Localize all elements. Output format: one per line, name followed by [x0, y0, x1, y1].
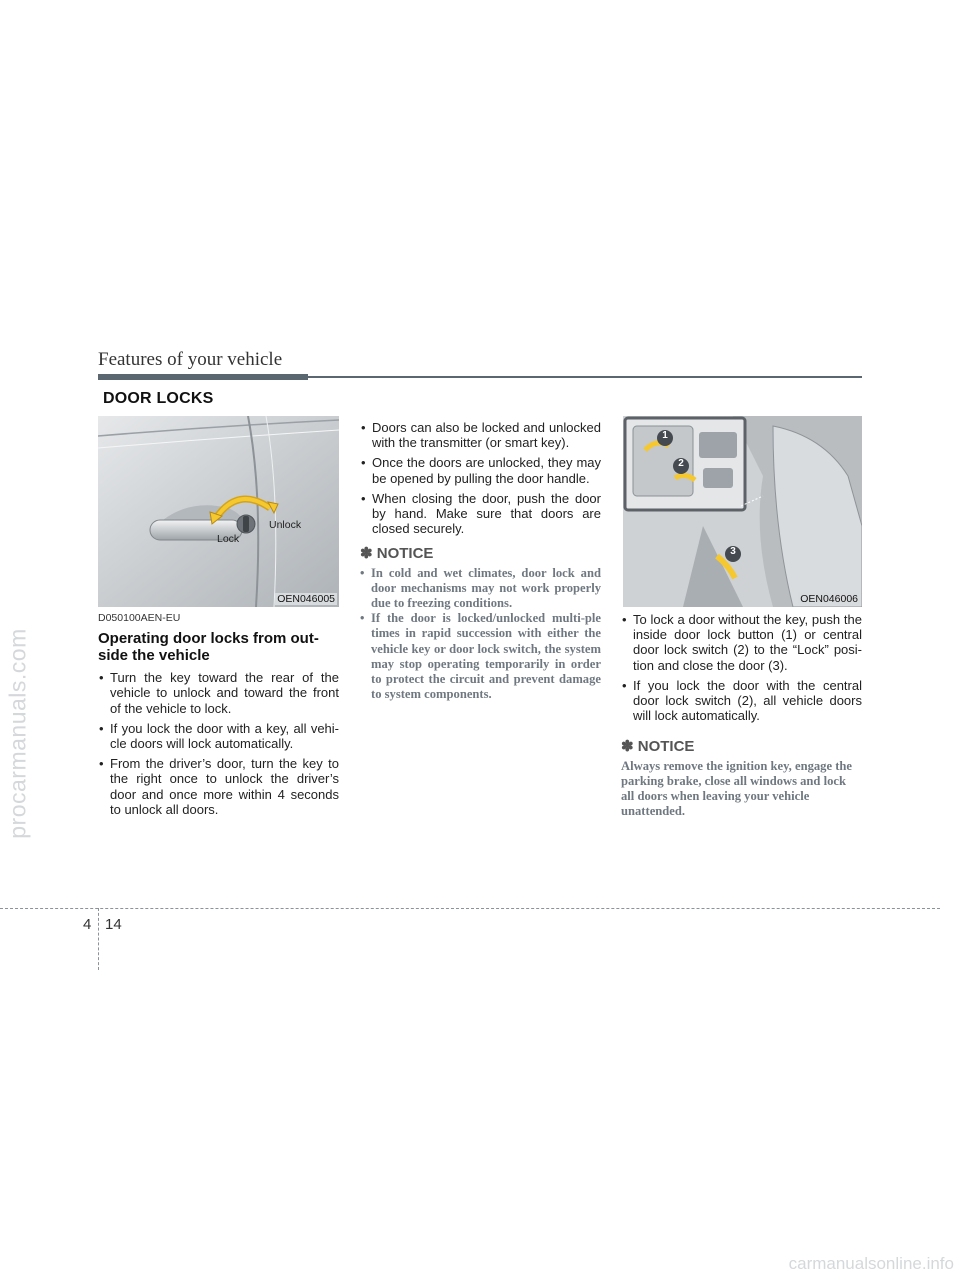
- section-title: DOOR LOCKS: [103, 390, 214, 407]
- header-bar: [98, 374, 308, 380]
- watermark-side: procarmanuals.com: [4, 628, 31, 839]
- list-item: • Doors can also be locked and unlocked with the transmitter (or smart key).: [360, 420, 601, 450]
- instruction-list: [98, 670, 339, 817]
- label-lock: Lock: [217, 533, 240, 545]
- figure-code: OEN046006: [800, 593, 858, 605]
- list-item: • Once the doors are unlocked, they may be opened by pulling the door handle.: [360, 455, 601, 485]
- column-1: [98, 611, 339, 822]
- page-number: 14: [105, 916, 122, 933]
- notice-heading: ✽ NOTICE: [360, 545, 434, 563]
- list-item: • To lock a door without the key, push the inside door lock button (1) or central door lock switch (2) to the “Lock” posi-tion and close the door (3).: [621, 612, 862, 673]
- figure-code: OEN046005: [277, 593, 335, 605]
- notice-item: • If the door is locked/unlocked multi-ple times in rapid succession with either the vehicle key or door lock switch, the system may stop operating temporarily in order to protect the circuit and prevent damage to system components.: [360, 611, 601, 702]
- figure-interior-door: [623, 416, 862, 607]
- figure-door-handle: [98, 416, 339, 607]
- notice-list: [360, 566, 601, 703]
- instruction-list: [621, 612, 862, 723]
- footer-rule: [0, 908, 940, 909]
- chapter-number: 4: [83, 916, 92, 933]
- column-3: [621, 612, 862, 819]
- list-item: • Turn the key toward the rear of the vehicle to unlock and toward the front of the vehicle to lock.: [98, 670, 339, 716]
- column-2: [360, 420, 601, 702]
- door-handle-illustration: [98, 416, 339, 607]
- callout-3: 3: [730, 546, 736, 557]
- instruction-list: [360, 420, 601, 536]
- running-header: Features of your vehicle: [98, 349, 283, 370]
- interior-door-illustration: [623, 416, 862, 607]
- subsection-title: Operating door locks from out-side the vehicle: [98, 630, 319, 665]
- reference-code: D050100AEN-EU: [98, 612, 181, 624]
- notice-item: • In cold and wet climates, door lock and door mechanisms may not work properly due to freezing conditions.: [360, 566, 601, 612]
- header-rule: [308, 376, 862, 378]
- list-item: • When closing the door, push the door by hand. Make sure that doors are closed securely.: [360, 491, 601, 537]
- list-item: • If you lock the door with a key, all vehi-cle doors will lock automatically.: [98, 721, 339, 751]
- notice-heading: ✽ NOTICE: [621, 738, 695, 756]
- list-item: • From the driver’s door, turn the key to the right once to unlock the driver’s door and once more within 4 seconds to unlock all doors.: [98, 756, 339, 817]
- watermark-bottom: carmanualsonline.info: [788, 1254, 954, 1273]
- label-unlock: Unlock: [269, 519, 302, 531]
- footer-divider: [98, 908, 99, 970]
- callout-1: 1: [662, 430, 668, 441]
- callout-2: 2: [678, 458, 684, 469]
- list-item: • If you lock the door with the central door lock switch (2), all vehicle doors will lock automatically.: [621, 678, 862, 724]
- notice-text: Always remove the ignition key, engage the parking brake, close all windows and lock all doors when leaving your vehicle unattended.: [621, 758, 852, 819]
